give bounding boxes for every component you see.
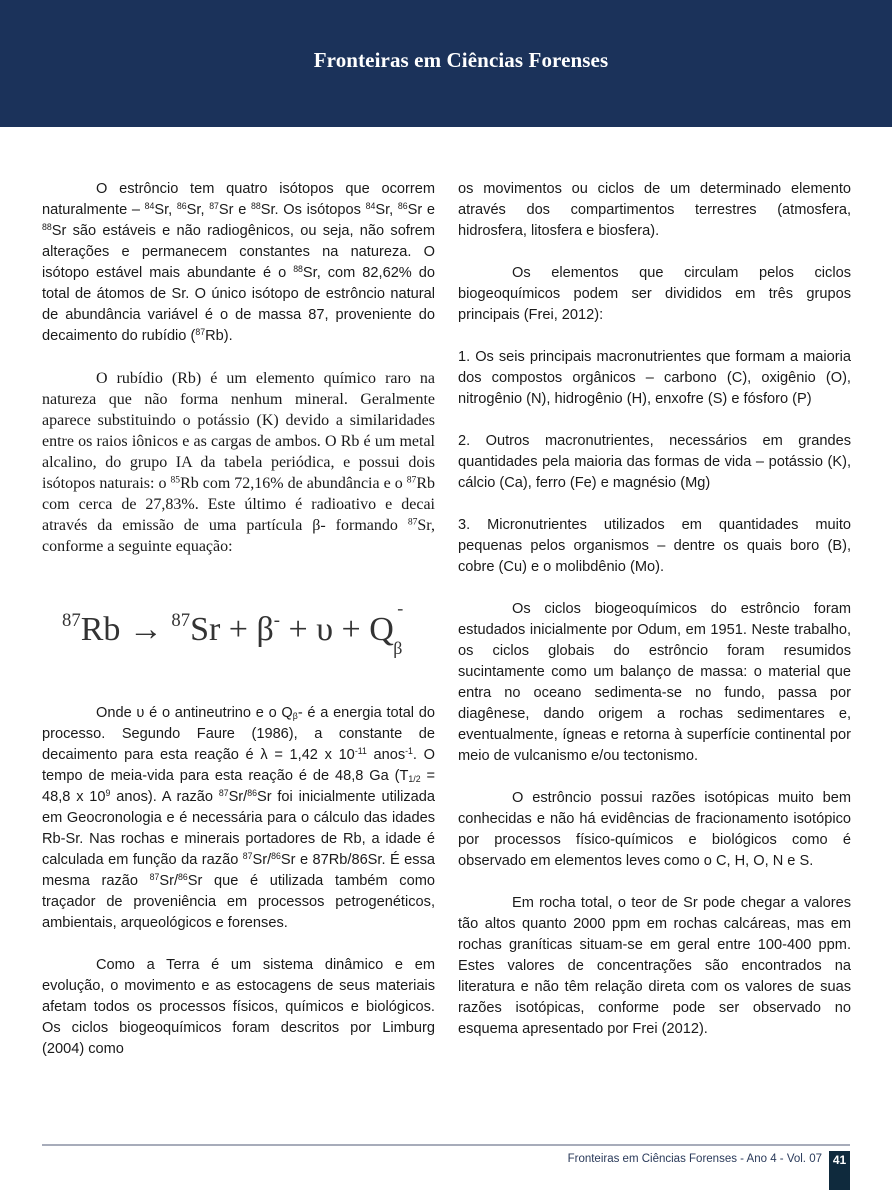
journal-header-banner — [0, 0, 892, 127]
list-item: 3. Micronutrientes utilizados em quantidades muito pequenas pelos organismos – dentre os quais boro (B), cobre (Cu) e o molibdênio (Mo). — [458, 517, 851, 575]
footer-journal-info: Fronteiras em Ciências Forenses - Ano 4 - Vol. 07 — [567, 1153, 822, 1165]
left-column — [42, 179, 435, 1081]
paragraph-rubidium: O rubídio (Rb) é um elemento químico raro na natureza que não forma nenhum mineral. Geralmente aparece substituindo o potássio (K) devido a similaridades entre os raios iônicos e as cargas de ambos. O Rb é um metal alcalino, do grupo IA da tabela periódica, e possui dois isótopos naturais: o $^{85}$Rb com 72,16% de abundância e o $^{87}$Rb com cerca de 27,83%. Este último é radioativo e decai através da emissão de uma partícula β- formando $^{87}$Sr, conforme a seguinte equação: — [42, 370, 435, 555]
right-column — [458, 179, 851, 1061]
paragraph-cycles-definition: os movimentos ou ciclos de um determinado elemento através dos compartimentos terrestres (atmosfera, hidrosfera, litosfera e biosfera). — [458, 181, 851, 239]
paragraph-odum-cycles: Os ciclos biogeoquímicos do estrôncio foram estudados inicialmente por Odum, em 1951. Neste trabalho, os ciclos globais do estrôncio foram resumidos sucintamente como um balanço de massa: o material que entra no oceano sedimenta-se no fundo, passa por diagênese, dando origem a rochas sedimentares e, eventualmente, ígneas e retorna à superfície continental por meio de vulcanismo e/ou tectonismo. — [458, 601, 851, 764]
paragraph-strontium-isotopes: O estrôncio tem quatro isótopos que ocorrem naturalmente – $^{84}$Sr, $^{86}$Sr, $^{87}$Sr e $^{88}$Sr. Os isótopos $^{84}$Sr, $^{86}$Sr e $^{88}$Sr são estáveis e não radiogênicos, ou seja, não sofrem alterações e permanecem constantes na natureza. O isótopo estável mais abundante é o $^{88}$Sr, com 82,62% do total de átomos de Sr. O único isótopo de estrôncio natural de abundância variável é o de massa 87, proveniente do decaimento do rubídio ($^{87}$Rb). — [42, 181, 436, 344]
paragraph-decay-constant: Onde υ é o antineutrino e o $Q_\beta-$ é a energia total do processo. Segundo Faure (1986), a constante de decaimento para esta reação é λ = 1,42 x $10^{-11}$ anos$^{-1}$. O tempo de meia-vida para esta reação é de 48,8 Ga ($T_{1/2} = 48,8$ x $10^9$ anos). A razão $^{87}$Sr/$^{86}$Sr foi inicialmente utilizada em Geocronologia e é necessária para o cálculo das idades Rb-Sr. Nas rochas e minerais portadores de Rb, a idade é calculada em função da razão $^{87}$Sr/$^{86}$Sr e 87Rb/86Sr. É essa mesma razão $^{87}$Sr/$^{86}$Sr que é utilizada também como traçador de proveniência em processos petrogenéticos, ambientais, arqueológicos e forenses. — [42, 705, 436, 931]
journal-title: Fronteiras em Ciências Forenses — [313, 48, 609, 72]
list-item: 1. Os seis principais macronutrientes que formam a maioria dos compostos orgânicos – carbono (C), oxigênio (O), nitrogênio (N), hidrogênio (H), enxofre (S) e fósforo (P) — [458, 349, 851, 407]
list-item: 2. Outros macronutrientes, necessários em grandes quantidades pela maioria das formas de vida – potássio (K), cálcio (Ca), ferro (Fe) e magnésio (Mg) — [458, 433, 851, 491]
paragraph-earth-system: Como a Terra é um sistema dinâmico e em evolução, o movimento e as estocagens de seus materiais afetam todos os processos físicos, químicos e biológicos. Os ciclos biogeoquímicos foram descritos por Limburg (2004) como — [42, 957, 435, 1057]
page-number: 41 — [829, 1151, 850, 1190]
paragraph-isotopic-ratios: O estrôncio possui razões isotópicas muito bem conhecidas e não há evidências de fracionamento isotópico por processos físico-químicos e biológicos como é observado em elementos leves como o C, H, O, N e S. — [458, 790, 851, 869]
footer-divider — [42, 1144, 850, 1146]
paragraph-whole-rock-sr: Em rocha total, o teor de Sr pode chegar a valores tão altos quanto 2000 ppm em rochas calcáreas, mas em rochas graníticas situam-se em geral entre 100-400 ppm. Estes valores de concentrações são encontrados na literatura e não têm relação direta com os valores de suas razões isotópicas, conforme pode ser observado no esquema apresentado por Frei (2012). — [458, 895, 851, 1037]
paragraph-element-groups: Os elementos que circulam pelos ciclos biogeoquímicos podem ser divididos em três grupos principais (Frei, 2012): — [458, 265, 851, 323]
decay-equation: $^{87}$Rb → $^{87}$Sr + β- + υ + Q - β — [62, 598, 404, 658]
